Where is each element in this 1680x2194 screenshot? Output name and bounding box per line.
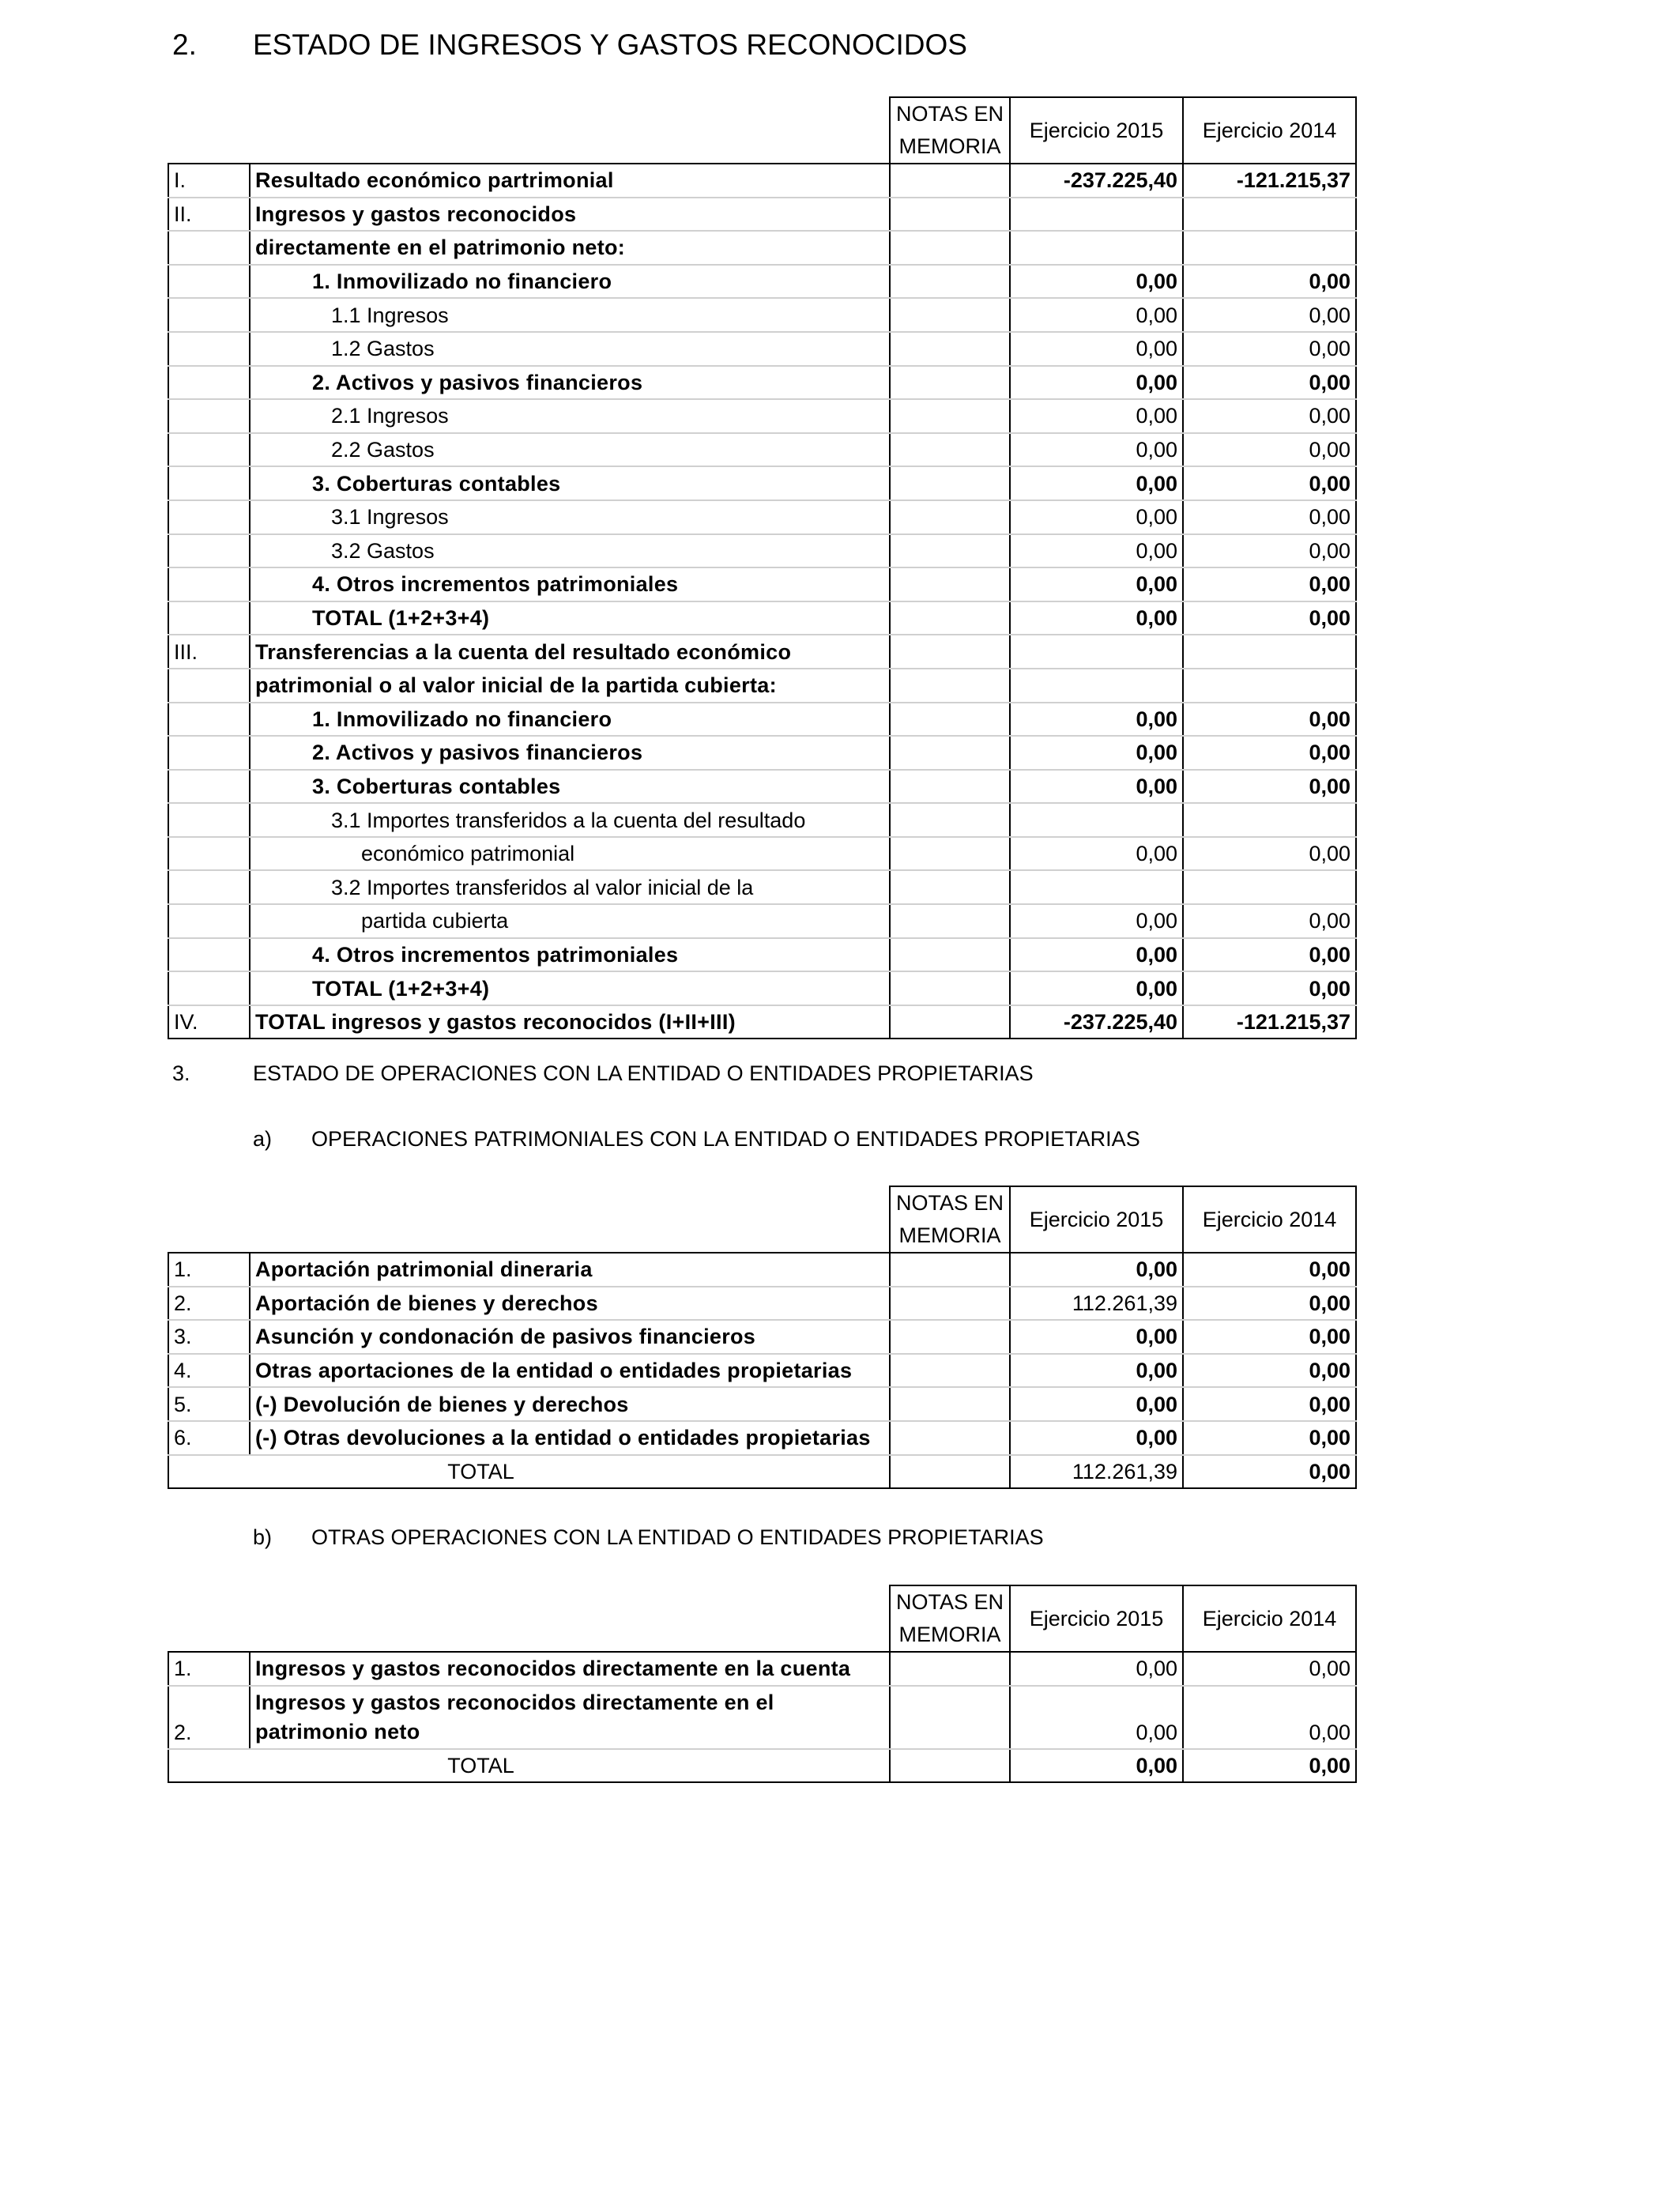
total-label: TOTAL xyxy=(250,1749,890,1783)
row-code: 2. xyxy=(168,1686,250,1749)
table-header-row xyxy=(168,1186,1356,1253)
row-value-2014: 0,00 xyxy=(1183,466,1356,500)
row-value-2014: 0,00 xyxy=(1183,1387,1356,1421)
table-row xyxy=(168,433,1356,467)
row-label: TOTAL ingresos y gastos reconocidos (I+II+III) xyxy=(250,1005,890,1039)
table-row xyxy=(168,703,1356,737)
row-label: Aportación de bienes y derechos xyxy=(250,1287,890,1321)
section-2-number: 2. xyxy=(172,28,197,61)
table-row xyxy=(168,399,1356,433)
section-3-heading: ESTADO DE OPERACIONES CON LA ENTIDAD O ENTIDADES PROPIETARIAS xyxy=(253,1061,1034,1085)
row-label: Ingresos y gastos reconocidos xyxy=(250,198,890,232)
table-row xyxy=(168,164,1356,198)
row-label: (-) Devolución de bienes y derechos xyxy=(250,1387,890,1421)
row-value-2015: 0,00 xyxy=(1010,1686,1183,1749)
row-label: 1.1 Ingresos xyxy=(250,298,890,332)
total-value-2015: 0,00 xyxy=(1010,1749,1183,1783)
row-code: I. xyxy=(168,164,250,198)
section-2-heading: ESTADO DE INGRESOS Y GASTOS RECONOCIDOS xyxy=(253,28,967,61)
table-row-total xyxy=(168,601,1356,635)
row-label: patrimonial o al valor inicial de la partida cubierta: xyxy=(250,669,890,703)
row-label: TOTAL (1+2+3+4) xyxy=(250,601,890,635)
table-row xyxy=(168,1253,1356,1287)
header-notes: NOTAS EN MEMORIA xyxy=(890,1186,1010,1253)
row-label: directamente en el patrimonio neto: xyxy=(250,231,890,265)
row-value-2015: 0,00 xyxy=(1010,332,1183,366)
section-3-number: 3. xyxy=(172,1061,190,1085)
subsection-b-heading: OTRAS OPERACIONES CON LA ENTIDAD O ENTIDADES PROPIETARIAS xyxy=(311,1525,1044,1549)
header-notes: NOTAS EN MEMORIA xyxy=(890,97,1010,164)
row-value-2014: 0,00 xyxy=(1183,1354,1356,1388)
row-value-2014: 0,00 xyxy=(1183,1320,1356,1354)
row-label: 3. Coberturas contables xyxy=(250,770,890,804)
other-operations-table xyxy=(168,1585,1357,1783)
table-row xyxy=(168,803,1356,837)
table-row xyxy=(168,1652,1356,1686)
row-value-2014: 0,00 xyxy=(1183,837,1356,871)
row-value-2015: 0,00 xyxy=(1010,1354,1183,1388)
row-value-2014: 0,00 xyxy=(1183,601,1356,635)
subsection-a-letter: a) xyxy=(253,1127,273,1151)
total-value-2014: 0,00 xyxy=(1183,1749,1356,1783)
table-row xyxy=(168,938,1356,972)
row-label: (-) Otras devoluciones a la entidad o entidades propietarias xyxy=(250,1421,890,1455)
patrimonial-operations-table xyxy=(168,1186,1357,1489)
row-label: 3.1 Importes transferidos a la cuenta del resultado xyxy=(250,803,890,837)
table-row xyxy=(168,567,1356,601)
row-label: Ingresos y gastos reconocidos directamente en el patrimonio neto xyxy=(250,1686,890,1749)
table-row-grand-total xyxy=(168,1005,1356,1039)
row-label: 3. Coberturas contables xyxy=(250,466,890,500)
row-value-2015: 0,00 xyxy=(1010,1320,1183,1354)
row-value-2015: 0,00 xyxy=(1010,904,1183,938)
row-value-2015: 0,00 xyxy=(1010,1421,1183,1455)
row-label: 2. Activos y pasivos financieros xyxy=(250,736,890,770)
row-value-2014: 0,00 xyxy=(1183,567,1356,601)
row-value-2014: -121.215,37 xyxy=(1183,1005,1356,1039)
row-value-2014: 0,00 xyxy=(1183,736,1356,770)
table-row-total xyxy=(168,971,1356,1005)
row-value-2014: -121.215,37 xyxy=(1183,164,1356,198)
row-label: 4. Otros incrementos patrimoniales xyxy=(250,567,890,601)
table-row xyxy=(168,1421,1356,1455)
header-year-2015: Ejercicio 2015 xyxy=(1010,1585,1183,1652)
row-label: Resultado económico partrimonial xyxy=(250,164,890,198)
row-value-2015: 0,00 xyxy=(1010,265,1183,299)
row-label: Transferencias a la cuenta del resultado económico xyxy=(250,635,890,669)
row-label: 3.1 Ingresos xyxy=(250,500,890,534)
table-row xyxy=(168,231,1356,265)
total-value-2015: 112.261,39 xyxy=(1010,1455,1183,1489)
table-row xyxy=(168,904,1356,938)
row-code: 4. xyxy=(168,1354,250,1388)
row-label: 2.1 Ingresos xyxy=(250,399,890,433)
table-row xyxy=(168,1287,1356,1321)
table-row-total xyxy=(168,1749,1356,1783)
row-code: 6. xyxy=(168,1421,250,1455)
row-value-2015: 0,00 xyxy=(1010,703,1183,737)
row-label: económico patrimonial xyxy=(250,837,890,871)
row-label: 2.2 Gastos xyxy=(250,433,890,467)
row-label: 1. Inmovilizado no financiero xyxy=(250,703,890,737)
table-row xyxy=(168,298,1356,332)
row-code: 5. xyxy=(168,1387,250,1421)
row-value-2014: 0,00 xyxy=(1183,1287,1356,1321)
row-code: 2. xyxy=(168,1287,250,1321)
row-code: IV. xyxy=(168,1005,250,1039)
table-row xyxy=(168,770,1356,804)
table-row xyxy=(168,1387,1356,1421)
row-label: 3.2 Gastos xyxy=(250,534,890,568)
table-row xyxy=(168,870,1356,904)
table-row xyxy=(168,265,1356,299)
row-label: Ingresos y gastos reconocidos directamente en la cuenta xyxy=(250,1652,890,1686)
table-row xyxy=(168,837,1356,871)
row-value-2014: 0,00 xyxy=(1183,433,1356,467)
table-row xyxy=(168,466,1356,500)
table-row-total xyxy=(168,1455,1356,1489)
row-value-2015: 0,00 xyxy=(1010,366,1183,400)
row-code: 1. xyxy=(168,1652,250,1686)
row-value-2015: 0,00 xyxy=(1010,1387,1183,1421)
table-row xyxy=(168,635,1356,669)
row-value-2015: 0,00 xyxy=(1010,298,1183,332)
row-label: 3.2 Importes transferidos al valor inicial de la xyxy=(250,870,890,904)
row-value-2014: 0,00 xyxy=(1183,1652,1356,1686)
row-label: 4. Otros incrementos patrimoniales xyxy=(250,938,890,972)
table-row xyxy=(168,366,1356,400)
row-label: Otras aportaciones de la entidad o entidades propietarias xyxy=(250,1354,890,1388)
row-value-2015: 0,00 xyxy=(1010,1253,1183,1287)
row-value-2015: 0,00 xyxy=(1010,534,1183,568)
row-value-2015: 0,00 xyxy=(1010,399,1183,433)
row-code: II. xyxy=(168,198,250,232)
row-value-2015: 0,00 xyxy=(1010,1652,1183,1686)
table-header-row xyxy=(168,97,1356,164)
total-label: TOTAL xyxy=(250,1455,890,1489)
row-value-2015: 0,00 xyxy=(1010,601,1183,635)
row-value-2015: -237.225,40 xyxy=(1010,1005,1183,1039)
subsection-a-heading: OPERACIONES PATRIMONIALES CON LA ENTIDAD O ENTIDADES PROPIETARIAS xyxy=(311,1127,1140,1151)
header-year-2014: Ejercicio 2014 xyxy=(1183,1186,1356,1253)
table-row xyxy=(168,1320,1356,1354)
header-notes: NOTAS EN MEMORIA xyxy=(890,1585,1010,1652)
row-label: TOTAL (1+2+3+4) xyxy=(250,971,890,1005)
row-value-2015: 0,00 xyxy=(1010,567,1183,601)
table-row xyxy=(168,1686,1356,1749)
table-row xyxy=(168,736,1356,770)
row-value-2014: 0,00 xyxy=(1183,399,1356,433)
row-value-2015: 0,00 xyxy=(1010,770,1183,804)
header-year-2014: Ejercicio 2014 xyxy=(1183,97,1356,164)
total-value-2014: 0,00 xyxy=(1183,1455,1356,1489)
row-value-2014: 0,00 xyxy=(1183,298,1356,332)
row-value-2015: 0,00 xyxy=(1010,938,1183,972)
row-value-2014: 0,00 xyxy=(1183,703,1356,737)
row-code: 1. xyxy=(168,1253,250,1287)
row-value-2015: 0,00 xyxy=(1010,433,1183,467)
row-value-2014: 0,00 xyxy=(1183,500,1356,534)
row-value-2014: 0,00 xyxy=(1183,366,1356,400)
row-value-2014: 0,00 xyxy=(1183,1421,1356,1455)
row-label: 2. Activos y pasivos financieros xyxy=(250,366,890,400)
table-row xyxy=(168,669,1356,703)
row-value-2014: 0,00 xyxy=(1183,534,1356,568)
row-value-2015: 0,00 xyxy=(1010,736,1183,770)
table-row xyxy=(168,1354,1356,1388)
row-value-2014: 0,00 xyxy=(1183,1686,1356,1749)
row-value-2014: 0,00 xyxy=(1183,265,1356,299)
table-row xyxy=(168,534,1356,568)
subsection-b-letter: b) xyxy=(253,1525,273,1549)
row-label: Aportación patrimonial dineraria xyxy=(250,1253,890,1287)
row-value-2014: 0,00 xyxy=(1183,904,1356,938)
row-value-2015: 0,00 xyxy=(1010,500,1183,534)
row-value-2015: 112.261,39 xyxy=(1010,1287,1183,1321)
row-label: 1.2 Gastos xyxy=(250,332,890,366)
income-expense-table xyxy=(168,96,1357,1039)
table-header-row xyxy=(168,1585,1356,1652)
row-label: Asunción y condonación de pasivos financieros xyxy=(250,1320,890,1354)
row-code: 3. xyxy=(168,1320,250,1354)
row-value-2014: 0,00 xyxy=(1183,332,1356,366)
row-value-2015: 0,00 xyxy=(1010,466,1183,500)
row-label: partida cubierta xyxy=(250,904,890,938)
table-row xyxy=(168,332,1356,366)
header-year-2014: Ejercicio 2014 xyxy=(1183,1585,1356,1652)
row-value-2015: 0,00 xyxy=(1010,971,1183,1005)
row-value-2014: 0,00 xyxy=(1183,770,1356,804)
row-value-2015: 0,00 xyxy=(1010,837,1183,871)
row-value-2014: 0,00 xyxy=(1183,1253,1356,1287)
header-year-2015: Ejercicio 2015 xyxy=(1010,97,1183,164)
header-year-2015: Ejercicio 2015 xyxy=(1010,1186,1183,1253)
table-row xyxy=(168,500,1356,534)
row-value-2014: 0,00 xyxy=(1183,971,1356,1005)
table-row xyxy=(168,198,1356,232)
row-code: III. xyxy=(168,635,250,669)
row-value-2014: 0,00 xyxy=(1183,938,1356,972)
row-label: 1. Inmovilizado no financiero xyxy=(250,265,890,299)
row-value-2015: -237.225,40 xyxy=(1010,164,1183,198)
